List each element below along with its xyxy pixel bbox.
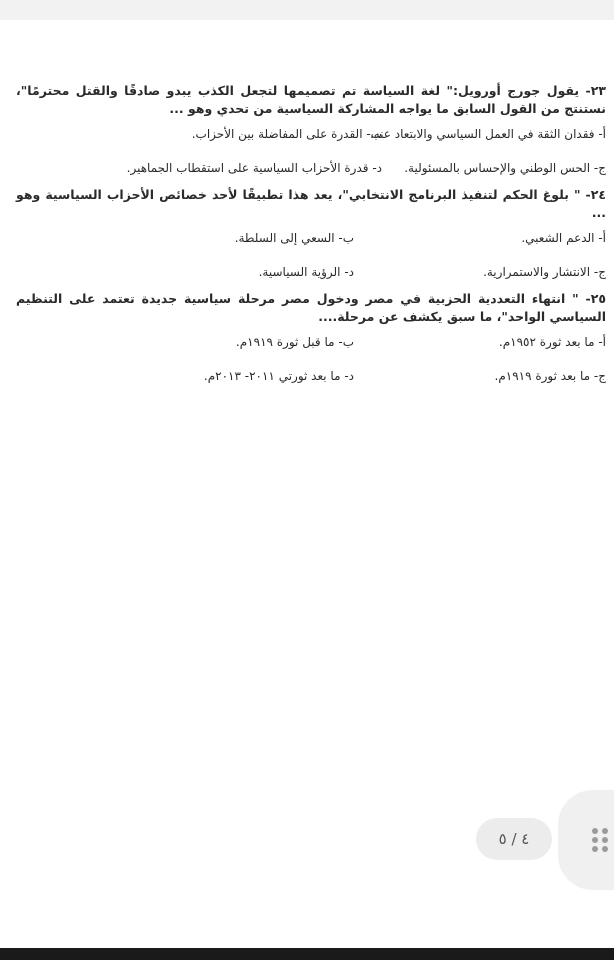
option-d: د- قدرة الأحزاب السياسية على استقطاب الجماهير. [126, 161, 382, 175]
top-status-strip [0, 0, 614, 20]
option-b: ب- السعي إلى السلطة. [234, 231, 354, 245]
options-row [16, 222, 606, 256]
options-row [16, 360, 606, 394]
page-indicator: ٤ / ٥ [476, 818, 552, 860]
bottom-bar [0, 948, 614, 960]
document-page [16, 82, 606, 394]
option-d: د- الرؤية السياسية. [258, 265, 354, 279]
option-a: أ- الدعم الشعبي. [521, 231, 606, 245]
options-row [16, 152, 606, 186]
option-b: ب- ما قبل ثورة ١٩١٩م. [235, 335, 354, 349]
option-b: ب- القدرة على المفاضلة بين الأحزاب. [191, 127, 382, 141]
question-25 [16, 290, 606, 394]
options-row [16, 118, 606, 152]
question-stem: ٢٥- " انتهاء التعددية الحزبية في مصر ودخول مصر مرحلة سياسية جديدة تعتمد على التنظيم السياسي الواحد"، ما سبق يكشف عن مرحلة.... [16, 291, 606, 324]
option-c: ج- الانتشار والاستمرارية. [483, 265, 606, 279]
question-stem: ٢٣- يقول جورج أورويل:" لغة السياسة تم تصميمها لتجعل الكذب يبدو صادقًا والقتل محترمًا"، نستنتج من القول السابق ما يواجه المشاركة السياسية من تحدي وهو ... [16, 83, 606, 116]
question-stem: ٢٤- " بلوغ الحكم لتنفيذ البرنامج الانتخابي"، يعد هذا تطبيقًا لأحد خصائص الأحزاب السياسية وهو ... [16, 187, 606, 220]
options-row [16, 326, 606, 360]
grid-menu-button[interactable] [558, 790, 614, 890]
option-a: أ- فقدان الثقة في العمل السياسي والابتعاد عنه. [369, 127, 606, 141]
question-23 [16, 82, 606, 186]
option-c: ج- الحس الوطني والإحساس بالمسئولية. [404, 161, 606, 175]
option-a: أ- ما بعد ثورة ١٩٥٢م. [498, 335, 606, 349]
options-row [16, 256, 606, 290]
option-c: ج- ما بعد ثورة ١٩١٩م. [494, 369, 606, 383]
option-d: د- ما بعد ثورتي ٢٠١١- ٢٠١٣م. [203, 369, 354, 383]
question-24 [16, 186, 606, 290]
